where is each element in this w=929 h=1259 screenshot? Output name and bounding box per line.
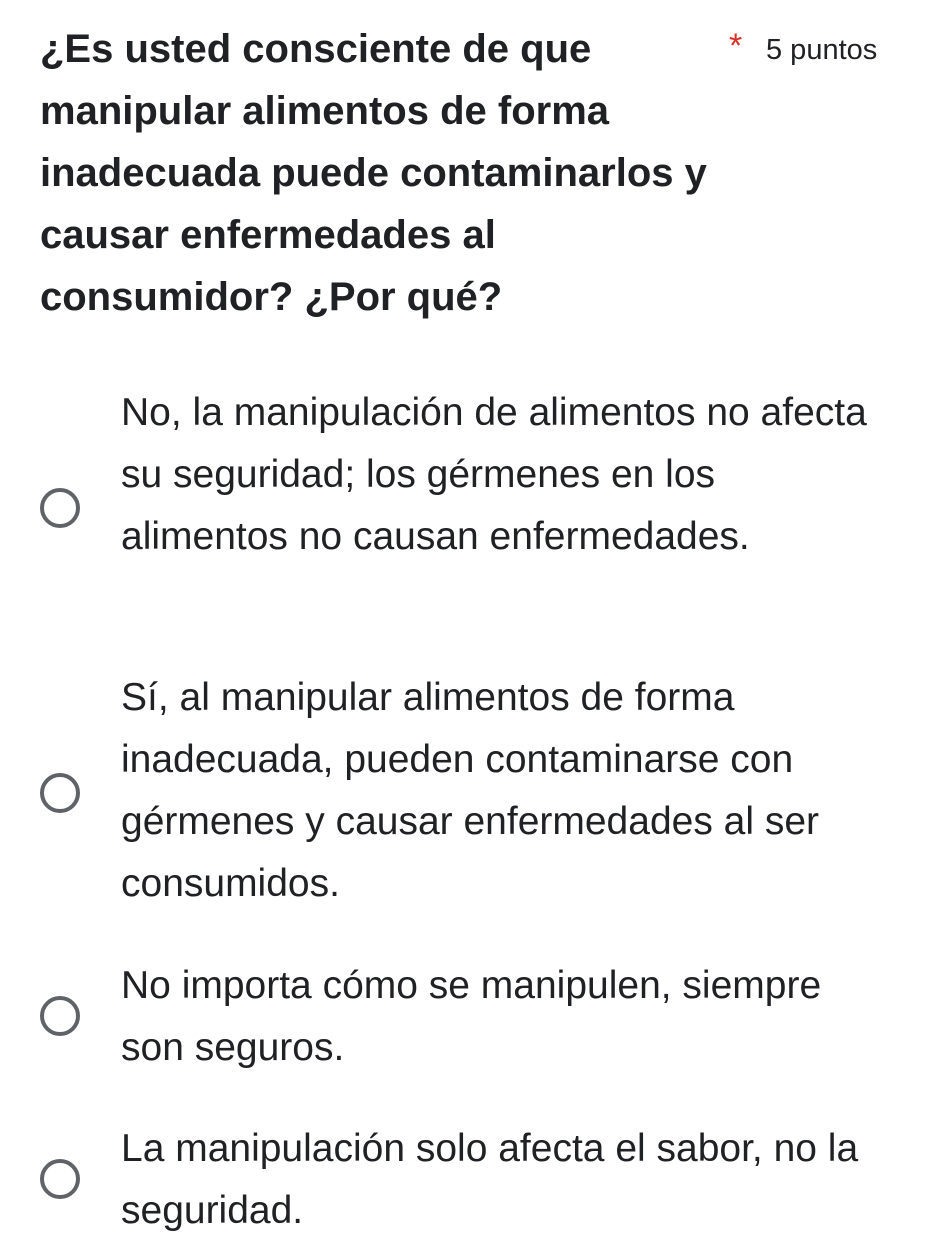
required-marker: * (729, 27, 743, 65)
radio-button-icon[interactable] (40, 1159, 80, 1199)
points-label: 5 puntos (766, 34, 878, 66)
answer-option-label[interactable]: No, la manipulación de alimentos no afecta su seguridad; los gérmenes en los alimentos no causan enfermedades. (121, 391, 867, 558)
answer-option-2[interactable] (0, 667, 929, 917)
radio-button-icon[interactable] (40, 488, 80, 528)
answer-option-3[interactable] (0, 955, 929, 1080)
answer-option-label[interactable]: La manipulación solo afecta el sabor, no la seguridad. (121, 1127, 859, 1232)
question-title: ¿Es usted consciente de que manipular alimentos de forma inadecuada puede contaminarlos y causar enfermedades al consumidor? ¿Por qué? (40, 27, 707, 319)
answer-option-1[interactable] (0, 382, 929, 632)
answer-option-label[interactable]: Sí, al manipular alimentos de forma inadecuada, pueden contaminarse con gérmenes y causar enfermedades al ser consumidos. (121, 676, 820, 905)
answer-option-label[interactable]: No importa cómo se manipulen, siempre son seguros. (121, 964, 822, 1069)
answer-option-4[interactable] (0, 1118, 929, 1243)
radio-button-icon[interactable] (40, 996, 80, 1036)
radio-button-icon[interactable] (40, 773, 80, 813)
